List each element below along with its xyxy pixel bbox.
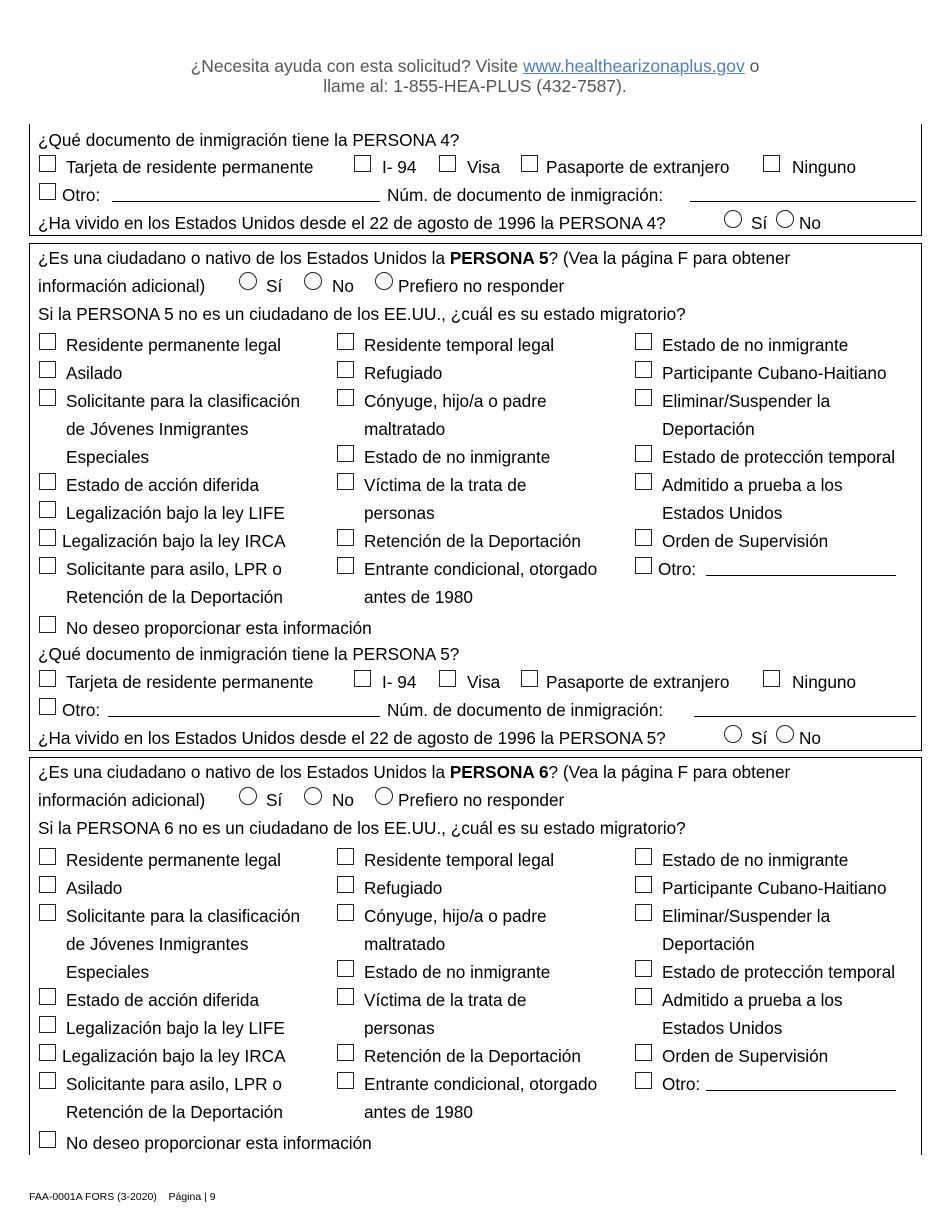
- status-label: Estado de acción diferida: [66, 475, 260, 495]
- status-label: Especiales: [66, 447, 150, 467]
- status-label: Otro:: [658, 559, 697, 579]
- status-label: antes de 1980: [364, 587, 473, 607]
- p5-doc-checkbox-none[interactable]: [763, 670, 780, 687]
- person6-section: [29, 757, 922, 1155]
- p5-status-checkbox[interactable]: [337, 529, 354, 546]
- p5-doc-label: Pasaporte de extranjero: [546, 672, 730, 692]
- p5-doc-question: ¿Qué documento de inmigración tiene la PERSONA 5?: [38, 644, 460, 664]
- status-label: Asilado: [66, 878, 123, 898]
- p6-status-checkbox[interactable]: [635, 848, 652, 865]
- no-label: No: [332, 790, 354, 810]
- status-label: Víctima de la trata de: [364, 990, 527, 1010]
- p5-status-checkbox[interactable]: [39, 473, 56, 490]
- status-label: Entrante condicional, otorgado: [364, 559, 598, 579]
- status-label: Estado de no inmigrante: [364, 447, 551, 467]
- p5-citizen-yes-radio[interactable]: [239, 272, 257, 290]
- p6-status-checkbox[interactable]: [39, 1072, 56, 1089]
- p6-status-question: Si la PERSONA 6 no es un ciudadano de los EE.UU., ¿cuál es su estado migratorio?: [38, 818, 686, 838]
- status-label: de Jóvenes Inmigrantes: [66, 419, 249, 439]
- p5-status-checkbox[interactable]: [635, 333, 652, 350]
- phone-line: llame al: 1-855-HEA-PLUS (432-7587).: [323, 76, 627, 96]
- p5-doc-number-field[interactable]: [694, 716, 916, 717]
- p6-status-other-field[interactable]: [706, 1090, 896, 1091]
- p5-status-checkbox[interactable]: [337, 333, 354, 350]
- p5-status-checkbox[interactable]: [635, 389, 652, 406]
- status-label: Asilado: [66, 363, 123, 383]
- status-label: Retención de la Deportación: [66, 1102, 283, 1122]
- p5-other-label: Otro:: [62, 700, 101, 720]
- p4-doc-label: Ninguno: [792, 157, 857, 177]
- p4-doc-checkbox-passport[interactable]: [521, 155, 538, 172]
- status-label: Legalización bajo la ley LIFE: [66, 1018, 285, 1038]
- status-label: Solicitante para asilo, LPR o: [66, 559, 282, 579]
- p4-doc-label: Visa: [467, 157, 501, 177]
- p6-status-checkbox[interactable]: [337, 988, 354, 1005]
- p4-doc-checkbox-visa[interactable]: [439, 155, 456, 172]
- status-label: Otro:: [662, 1074, 701, 1094]
- p4-other-label: Otro:: [62, 185, 101, 205]
- status-label: Solicitante para la clasificación: [66, 906, 301, 926]
- p5-lived-yes-radio[interactable]: [724, 725, 742, 743]
- yes-label: Sí: [266, 276, 283, 296]
- p5-citizen-question: ¿Es una ciudadano o nativo de los Estados Unidos la PERSONA 5? (Vea la página F para obtener: [38, 248, 791, 268]
- p5-status-checkbox[interactable]: [337, 557, 354, 574]
- p5-status-other-field[interactable]: [706, 575, 896, 576]
- status-label: Deportación: [662, 419, 755, 439]
- status-label: antes de 1980: [364, 1102, 473, 1122]
- p5-lived-question: ¿Ha vivido en los Estados Unidos desde el 22 de agosto de 1996 la PERSONA 5?: [38, 728, 666, 748]
- p6-decline-checkbox[interactable]: [39, 1131, 56, 1148]
- status-label: Participante Cubano-Haitiano: [662, 363, 887, 383]
- status-label: Residente permanente legal: [66, 335, 281, 355]
- p6-citizen-question-line2: información adicional): [38, 790, 206, 810]
- p4-doc-checkbox-none[interactable]: [763, 155, 780, 172]
- status-label: Retención de la Deportación: [364, 531, 581, 551]
- p5-doc-checkbox-passport[interactable]: [521, 670, 538, 687]
- status-label: Admitido a prueba a los: [662, 475, 843, 495]
- yes-label: Sí: [751, 728, 768, 748]
- decline-label: No deseo proporcionar esta información: [66, 1133, 372, 1153]
- p5-other-field[interactable]: [108, 716, 380, 717]
- p6-citizen-question: ¿Es una ciudadano o nativo de los Estados Unidos la PERSONA 6? (Vea la página F para obtener: [38, 762, 791, 782]
- prefer-not-label: Prefiero no responder: [398, 790, 565, 810]
- p5-status-checkbox[interactable]: [635, 361, 652, 378]
- p4-doc-number-field[interactable]: [690, 201, 916, 202]
- prefer-not-label: Prefiero no responder: [398, 276, 565, 296]
- p6-citizen-yes-radio[interactable]: [239, 787, 257, 805]
- p6-status-checkbox[interactable]: [337, 904, 354, 921]
- p4-lived-yes-radio[interactable]: [724, 210, 742, 228]
- status-label: Estado de protección temporal: [662, 962, 896, 982]
- p6-status-checkbox[interactable]: [337, 1044, 354, 1061]
- p6-citizen-prefer-not-radio[interactable]: [375, 787, 393, 805]
- status-label: Solicitante para asilo, LPR o: [66, 1074, 282, 1094]
- p5-status-checkbox[interactable]: [39, 361, 56, 378]
- status-label: Residente temporal legal: [364, 335, 555, 355]
- p4-doc-label: Pasaporte de extranjero: [546, 157, 730, 177]
- p4-lived-question: ¿Ha vivido en los Estados Unidos desde el 22 de agosto de 1996 la PERSONA 4?: [38, 213, 666, 233]
- p5-doc-number-label: Núm. de documento de inmigración:: [387, 700, 664, 720]
- status-label: Retención de la Deportación: [66, 587, 283, 607]
- p4-other-field[interactable]: [112, 201, 380, 202]
- p6-status-checkbox[interactable]: [39, 848, 56, 865]
- status-label: Estado de no inmigrante: [364, 962, 551, 982]
- decline-label: No deseo proporcionar esta información: [66, 618, 372, 638]
- status-label: Cónyuge, hijo/a o padre: [364, 906, 547, 926]
- p5-doc-label: Tarjeta de residente permanente: [66, 672, 314, 692]
- status-label: Estado de acción diferida: [66, 990, 260, 1010]
- status-label: Estado de no inmigrante: [662, 335, 849, 355]
- status-label: Retención de la Deportación: [364, 1046, 581, 1066]
- p5-status-checkbox[interactable]: [635, 445, 652, 462]
- p4-doc-checkbox-other[interactable]: [39, 183, 56, 200]
- status-label: Orden de Supervisión: [662, 1046, 829, 1066]
- p5-status-checkbox[interactable]: [635, 473, 652, 490]
- status-label: Eliminar/Suspender la: [662, 906, 831, 926]
- status-label: Estado de protección temporal: [662, 447, 896, 467]
- status-label: Residente temporal legal: [364, 850, 555, 870]
- p5-decline-checkbox[interactable]: [39, 616, 56, 633]
- p5-status-checkbox[interactable]: [635, 529, 652, 546]
- website-link[interactable]: www.healthearizonaplus.gov: [522, 56, 745, 76]
- status-label: personas: [364, 503, 435, 523]
- status-label: Orden de Supervisión: [662, 531, 829, 551]
- page-footer: FAA-0001A FORS (3-2020) Página | 9: [29, 1191, 216, 1203]
- yes-label: Sí: [266, 790, 283, 810]
- status-label: Legalización bajo la ley IRCA: [62, 1046, 286, 1066]
- p6-status-checkbox[interactable]: [635, 988, 652, 1005]
- p6-status-checkbox-other[interactable]: [635, 1072, 652, 1089]
- status-label: Estados Unidos: [662, 1018, 783, 1038]
- status-label: Solicitante para la clasificación: [66, 391, 301, 411]
- p6-status-checkbox[interactable]: [337, 848, 354, 865]
- no-label: No: [799, 728, 821, 748]
- p6-status-checkbox[interactable]: [635, 960, 652, 977]
- status-label: Legalización bajo la ley IRCA: [62, 531, 286, 551]
- p5-status-checkbox-other[interactable]: [635, 557, 652, 574]
- status-label: maltratado: [364, 419, 446, 439]
- status-label: personas: [364, 1018, 435, 1038]
- p6-status-checkbox[interactable]: [39, 988, 56, 1005]
- p5-status-checkbox[interactable]: [39, 333, 56, 350]
- p5-status-checkbox[interactable]: [39, 501, 56, 518]
- p5-status-checkbox[interactable]: [337, 445, 354, 462]
- p5-doc-label: Ninguno: [792, 672, 857, 692]
- p6-status-checkbox[interactable]: [39, 1044, 56, 1061]
- status-label: Estado de no inmigrante: [662, 850, 849, 870]
- p5-status-checkbox[interactable]: [39, 557, 56, 574]
- p5-citizen-no-radio[interactable]: [304, 272, 322, 290]
- p5-doc-label: I- 94: [382, 672, 417, 692]
- p6-status-checkbox[interactable]: [39, 904, 56, 921]
- p5-lived-no-radio[interactable]: [776, 725, 794, 743]
- p5-status-checkbox[interactable]: [39, 529, 56, 546]
- p6-status-checkbox[interactable]: [39, 1016, 56, 1033]
- status-label: Estados Unidos: [662, 503, 783, 523]
- status-label: Admitido a prueba a los: [662, 990, 843, 1010]
- p6-status-checkbox[interactable]: [39, 876, 56, 893]
- person4-doc-question: ¿Qué documento de inmigración tiene la PERSONA 4?: [38, 130, 460, 150]
- p5-citizen-question-line2: información adicional): [38, 276, 206, 296]
- p6-status-checkbox[interactable]: [337, 960, 354, 977]
- p5-status-question: Si la PERSONA 5 no es un ciudadano de los EE.UU., ¿cuál es su estado migratorio?: [38, 304, 686, 324]
- status-label: Entrante condicional, otorgado: [364, 1074, 598, 1094]
- no-label: No: [332, 276, 354, 296]
- p5-status-checkbox[interactable]: [337, 473, 354, 490]
- p4-doc-label: Tarjeta de residente permanente: [66, 157, 314, 177]
- p6-status-checkbox[interactable]: [635, 1044, 652, 1061]
- status-label: Refugiado: [364, 878, 443, 898]
- status-label: de Jóvenes Inmigrantes: [66, 934, 249, 954]
- p5-doc-checkbox-visa[interactable]: [439, 670, 456, 687]
- yes-label: Sí: [751, 213, 768, 233]
- help-header: ¿Necesita ayuda con esta solicitud? Visite www.healthearizonaplus.gov o llame al: 1-855-HEA-PLUS (432-7587).: [0, 56, 950, 96]
- p4-lived-no-radio[interactable]: [776, 210, 794, 228]
- p4-doc-label: I- 94: [382, 157, 417, 177]
- status-label: maltratado: [364, 934, 446, 954]
- p6-status-checkbox[interactable]: [337, 876, 354, 893]
- status-label: Participante Cubano-Haitiano: [662, 878, 887, 898]
- status-label: Residente permanente legal: [66, 850, 281, 870]
- no-label: No: [799, 213, 821, 233]
- p4-doc-number-label: Núm. de documento de inmigración:: [387, 185, 664, 205]
- p5-status-checkbox[interactable]: [337, 389, 354, 406]
- status-label: Refugiado: [364, 363, 443, 383]
- p5-status-checkbox[interactable]: [337, 361, 354, 378]
- p5-citizen-prefer-not-radio[interactable]: [375, 272, 393, 290]
- p5-status-checkbox[interactable]: [39, 389, 56, 406]
- p6-status-checkbox[interactable]: [337, 1072, 354, 1089]
- p6-citizen-no-radio[interactable]: [304, 787, 322, 805]
- status-label: Víctima de la trata de: [364, 475, 527, 495]
- p5-doc-label: Visa: [467, 672, 501, 692]
- p6-status-checkbox[interactable]: [635, 876, 652, 893]
- status-label: Deportación: [662, 934, 755, 954]
- p6-status-checkbox[interactable]: [635, 904, 652, 921]
- p5-doc-checkbox-green-card[interactable]: [39, 670, 56, 687]
- p5-doc-checkbox-other[interactable]: [39, 698, 56, 715]
- status-label: Eliminar/Suspender la: [662, 391, 831, 411]
- status-label: Especiales: [66, 962, 150, 982]
- p4-doc-checkbox-green-card[interactable]: [39, 155, 56, 172]
- status-label: Legalización bajo la ley LIFE: [66, 503, 285, 523]
- p5-doc-checkbox-i94[interactable]: [354, 670, 371, 687]
- p4-doc-checkbox-i94[interactable]: [354, 155, 371, 172]
- status-label: Cónyuge, hijo/a o padre: [364, 391, 547, 411]
